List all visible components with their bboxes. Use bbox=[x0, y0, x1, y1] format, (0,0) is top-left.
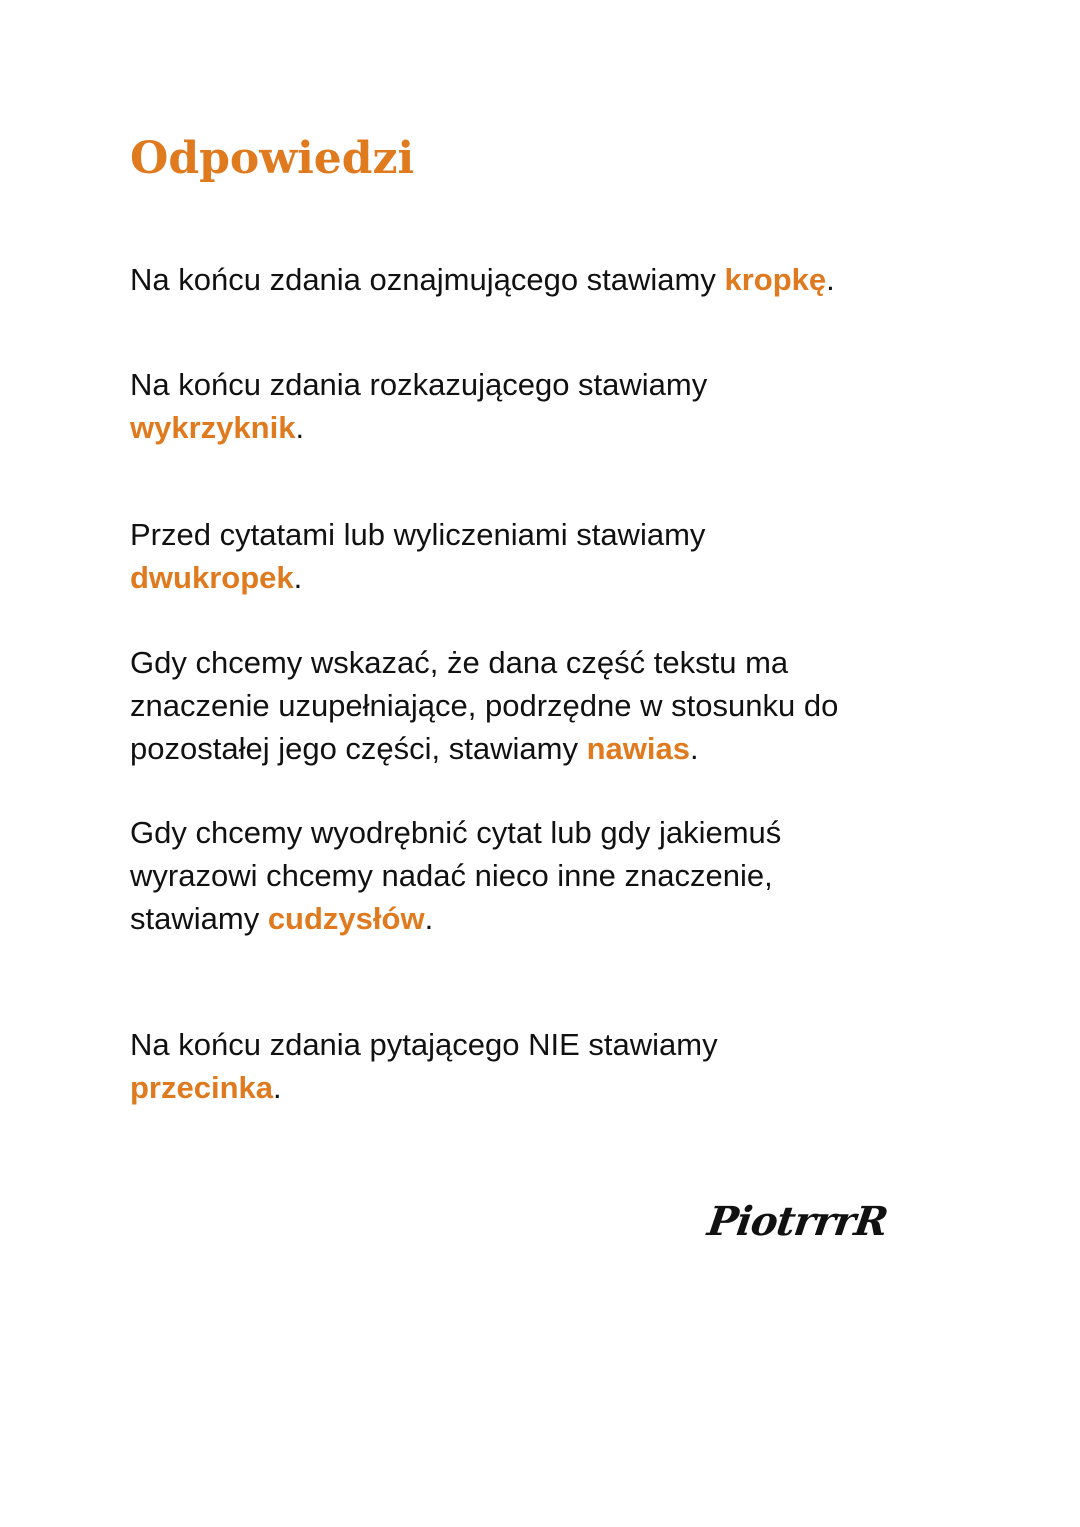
answer-highlight: dwukropek bbox=[130, 560, 294, 595]
answer-highlight: kropkę bbox=[724, 262, 827, 297]
answer-paragraph bbox=[130, 258, 950, 301]
answer-text: Gdy chcemy wskazać, że dana część tekstu ma znaczenie uzupełniające, podrzędne w stosunku do pozostałej jego części, stawiamy bbox=[130, 645, 839, 766]
answer-text: Na końcu zdania pytającego NIE stawiamy bbox=[130, 1027, 718, 1062]
answer-paragraph bbox=[130, 811, 890, 940]
answer-highlight: nawias bbox=[586, 731, 690, 766]
answer-punct: . bbox=[273, 1070, 282, 1105]
answer-punct: . bbox=[689, 731, 699, 766]
answer-text: Przed cytatami lub wyliczeniami stawiamy bbox=[130, 517, 706, 552]
answer-paragraph bbox=[130, 641, 930, 770]
answer-text: Na końcu zdania oznajmującego stawiamy bbox=[130, 262, 725, 297]
answer-punct: . bbox=[826, 262, 835, 297]
signature: PiotrrrR bbox=[704, 1198, 891, 1245]
answer-highlight: wykrzyknik bbox=[130, 410, 296, 445]
answer-paragraph bbox=[130, 1023, 820, 1109]
answer-punct: . bbox=[295, 410, 305, 445]
answer-text: Gdy chcemy wyodrębnić cytat lub gdy jakiemuś wyrazowi chcemy nadać nieco inne znaczenie, stawiamy bbox=[130, 815, 782, 936]
answer-paragraph bbox=[130, 513, 830, 599]
answer-highlight: cudzysłów bbox=[267, 901, 425, 936]
answer-text: Na końcu zdania rozkazującego stawiamy bbox=[130, 367, 708, 402]
answer-paragraph bbox=[130, 363, 810, 449]
answer-highlight: przecinka bbox=[130, 1070, 274, 1105]
page-title: Odpowiedzi bbox=[130, 133, 415, 184]
answer-punct: . bbox=[293, 560, 303, 595]
answer-punct: . bbox=[424, 901, 434, 936]
